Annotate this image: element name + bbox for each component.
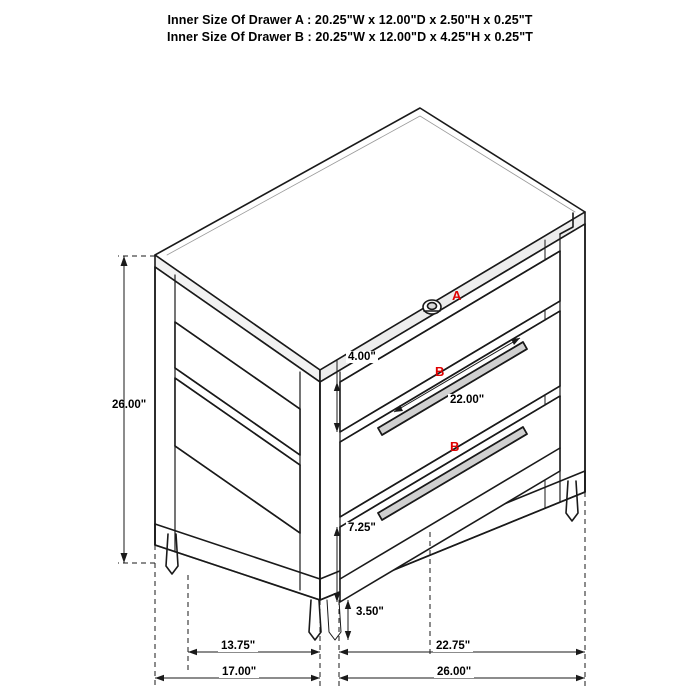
marker-b-upper-label: B <box>435 364 445 379</box>
marker-b-lower-label: B <box>450 439 460 454</box>
dim-leg-height-label: 3.50" <box>356 606 384 618</box>
dim-depth-total-label: 17.00" <box>219 666 259 678</box>
drawer-b-inner-size-text: Inner Size Of Drawer B : 20.25"W x 12.00"D x 4.25"H x 0.25"T <box>167 30 533 44</box>
dim-drawer-b-height-label: 7.25" <box>348 522 376 534</box>
marker-a-label: A <box>452 288 462 303</box>
dim-drawer-a-height-label: 4.00" <box>348 351 376 363</box>
dim-width-front-label: 22.75" <box>433 640 473 652</box>
drawer-a-inner-size-text: Inner Size Of Drawer A : 20.25"W x 12.00"D x 2.50"H x 0.25"T <box>167 13 533 27</box>
drawer-a-knob <box>423 300 441 314</box>
dim-total-height-label: 26.00" <box>112 399 147 411</box>
dim-depth-front-label: 13.75" <box>218 640 258 652</box>
dim-drawer-inner-width-label: 22.00" <box>450 394 485 406</box>
dim-width-total-label: 26.00" <box>434 666 474 678</box>
